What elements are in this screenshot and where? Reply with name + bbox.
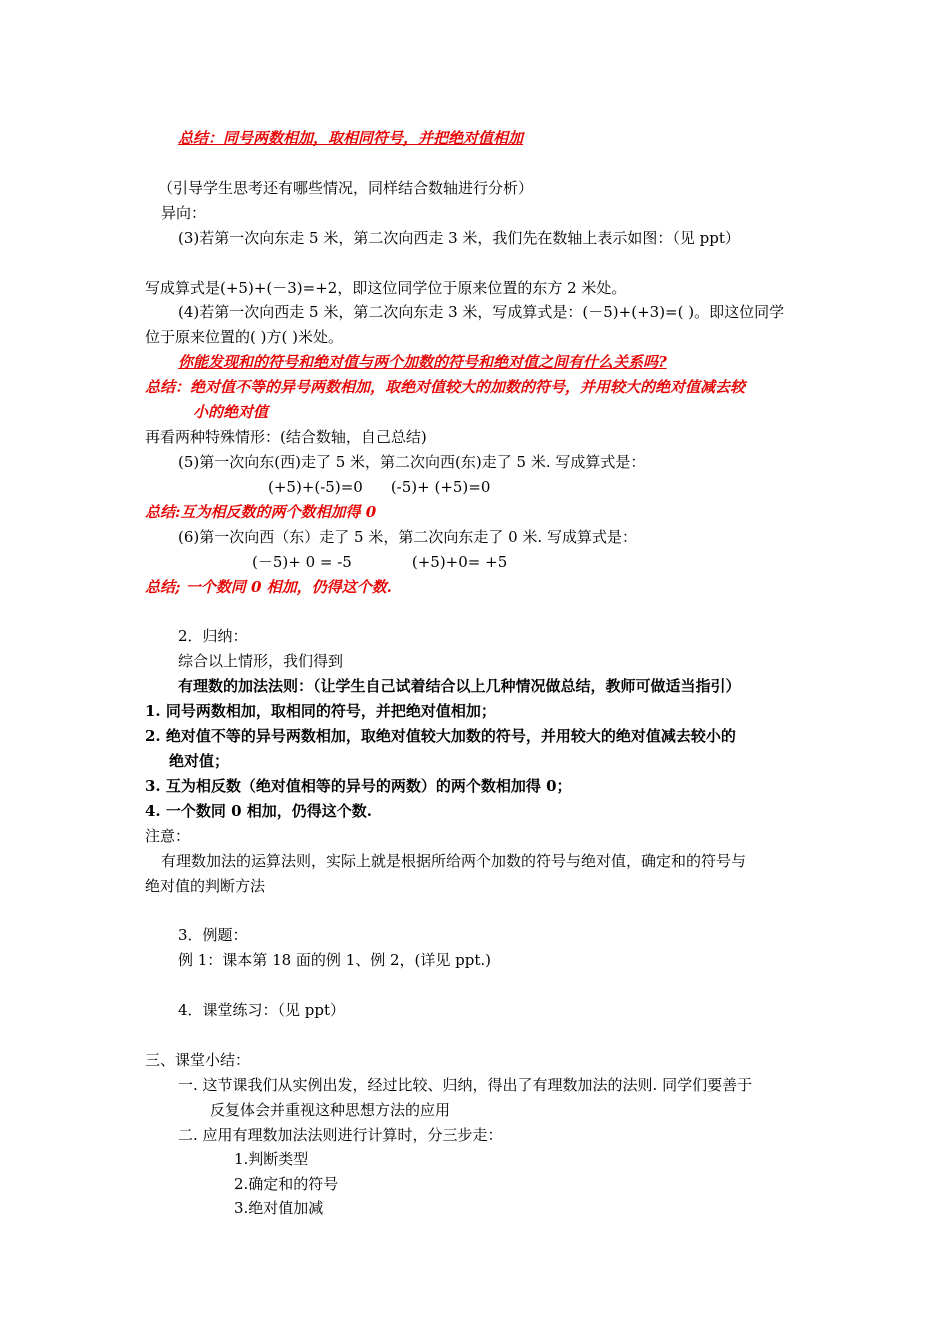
rule-2-line2: 绝对值； (169, 752, 230, 770)
summary-opposites: 总结:互为相反数的两个数相加得 0 (145, 503, 377, 521)
note-title: 注意： (145, 827, 191, 845)
case-5-formula-1: (+5)+(-5)=0 (268, 478, 363, 496)
rule-2-line1: 2. 绝对值不等的异号两数相加，取绝对值较大加数的符号，并用较大的绝对值减去较小的 (145, 727, 736, 745)
case-5-formula-2: (-5)+ (+5)=0 (390, 478, 491, 496)
section-3-title: 3．例题： (178, 926, 248, 944)
special-cases-intro: 再看两种特殊情形：(结合数轴，自己总结) (145, 428, 427, 446)
case-5: (5)第一次向东(西)走了 5 米，第二次向西(东)走了 5 米. 写成算式是： (178, 453, 646, 471)
part-3-title: 三、课堂小结： (145, 1051, 251, 1069)
case-6-formula-2: (+5)+0= +5 (411, 553, 508, 571)
case-6-formula-1: (－5)+ 0 = -5 (252, 553, 352, 571)
rule-3: 3. 互为相反数（绝对值相等的异号的两数）的两个数相加得 0； (145, 777, 572, 795)
summary-zero: 总结; 一个数同 0 相加，仍得这个数. (145, 578, 392, 596)
step-2: 2.确定和的符号 (234, 1175, 339, 1193)
summary-diff-sign-line2: 小的绝对值 (193, 403, 269, 421)
guide-note: （引导学生思考还有哪些情况，同样结合数轴进行分析） (158, 179, 534, 197)
summary-same-sign: 总结：同号两数相加，取相同符号，并把绝对值相加 (178, 129, 524, 147)
case-6-formulas (252, 552, 507, 572)
case-4-line2: 位于原来位置的( )方( )米处。 (145, 328, 343, 346)
case-3-formula: 写成算式是(+5)+(－3)=+2，即这位同学位于原来位置的东方 2 米处。 (145, 279, 627, 297)
addition-rule-title: 有理数的加法法则：（让学生自己试着结合以上几种情况做总结，教师可做适当指引） (178, 677, 741, 695)
opposite-direction-label: 异向： (161, 204, 207, 222)
section-2-intro: 综合以上情形，我们得到 (178, 652, 344, 670)
step-1: 1.判断类型 (234, 1150, 309, 1168)
case-5-formulas (268, 477, 490, 497)
note-line1: 有理数加法的运算法则，实际上就是根据所给两个加数的符号与绝对值，确定和的符号与 (161, 852, 747, 870)
rule-1: 1. 同号两数相加，取相同的符号，并把绝对值相加； (145, 702, 496, 720)
summary-point-2: 二. 应用有理数加法法则进行计算时，分三步走： (178, 1126, 503, 1144)
summary-point-1-line2: 反复体会并重视这种思想方法的应用 (210, 1101, 451, 1119)
case-4-line1: (4)若第一次向西走 5 米，第二次向东走 3 米，写成算式是：(－5)+(+3)=( )。即这位同学 (178, 303, 785, 321)
summary-diff-sign-line1: 总结：绝对值不等的异号两数相加，取绝对值较大的加数的符号，并用较大的绝对值减去较 (145, 378, 746, 396)
section-4-title: 4．课堂练习：（见 ppt） (178, 1001, 346, 1019)
relationship-question: 你能发现和的符号和绝对值与两个加数的符号和绝对值之间有什么关系吗? (178, 353, 667, 371)
rule-4: 4. 一个数同 0 相加，仍得这个数. (145, 802, 372, 820)
section-3-example: 例 1：课本第 18 面的例 1、例 2，(详见 ppt.) (178, 951, 492, 969)
step-3: 3.绝对值加减 (234, 1199, 324, 1217)
summary-point-1-line1: 一. 这节课我们从实例出发，经过比较、归纳，得出了有理数加法的法则. 同学们要善于 (178, 1076, 753, 1094)
section-2-title: 2．归纳： (178, 627, 248, 645)
case-6: (6)第一次向西（东）走了 5 米，第二次向东走了 0 米. 写成算式是： (178, 528, 637, 546)
case-3: (3)若第一次向东走 5 米，第二次向西走 3 米，我们先在数轴上表示如图：（见 ppt） (178, 229, 740, 247)
note-line2: 绝对值的判断方法 (145, 877, 266, 895)
